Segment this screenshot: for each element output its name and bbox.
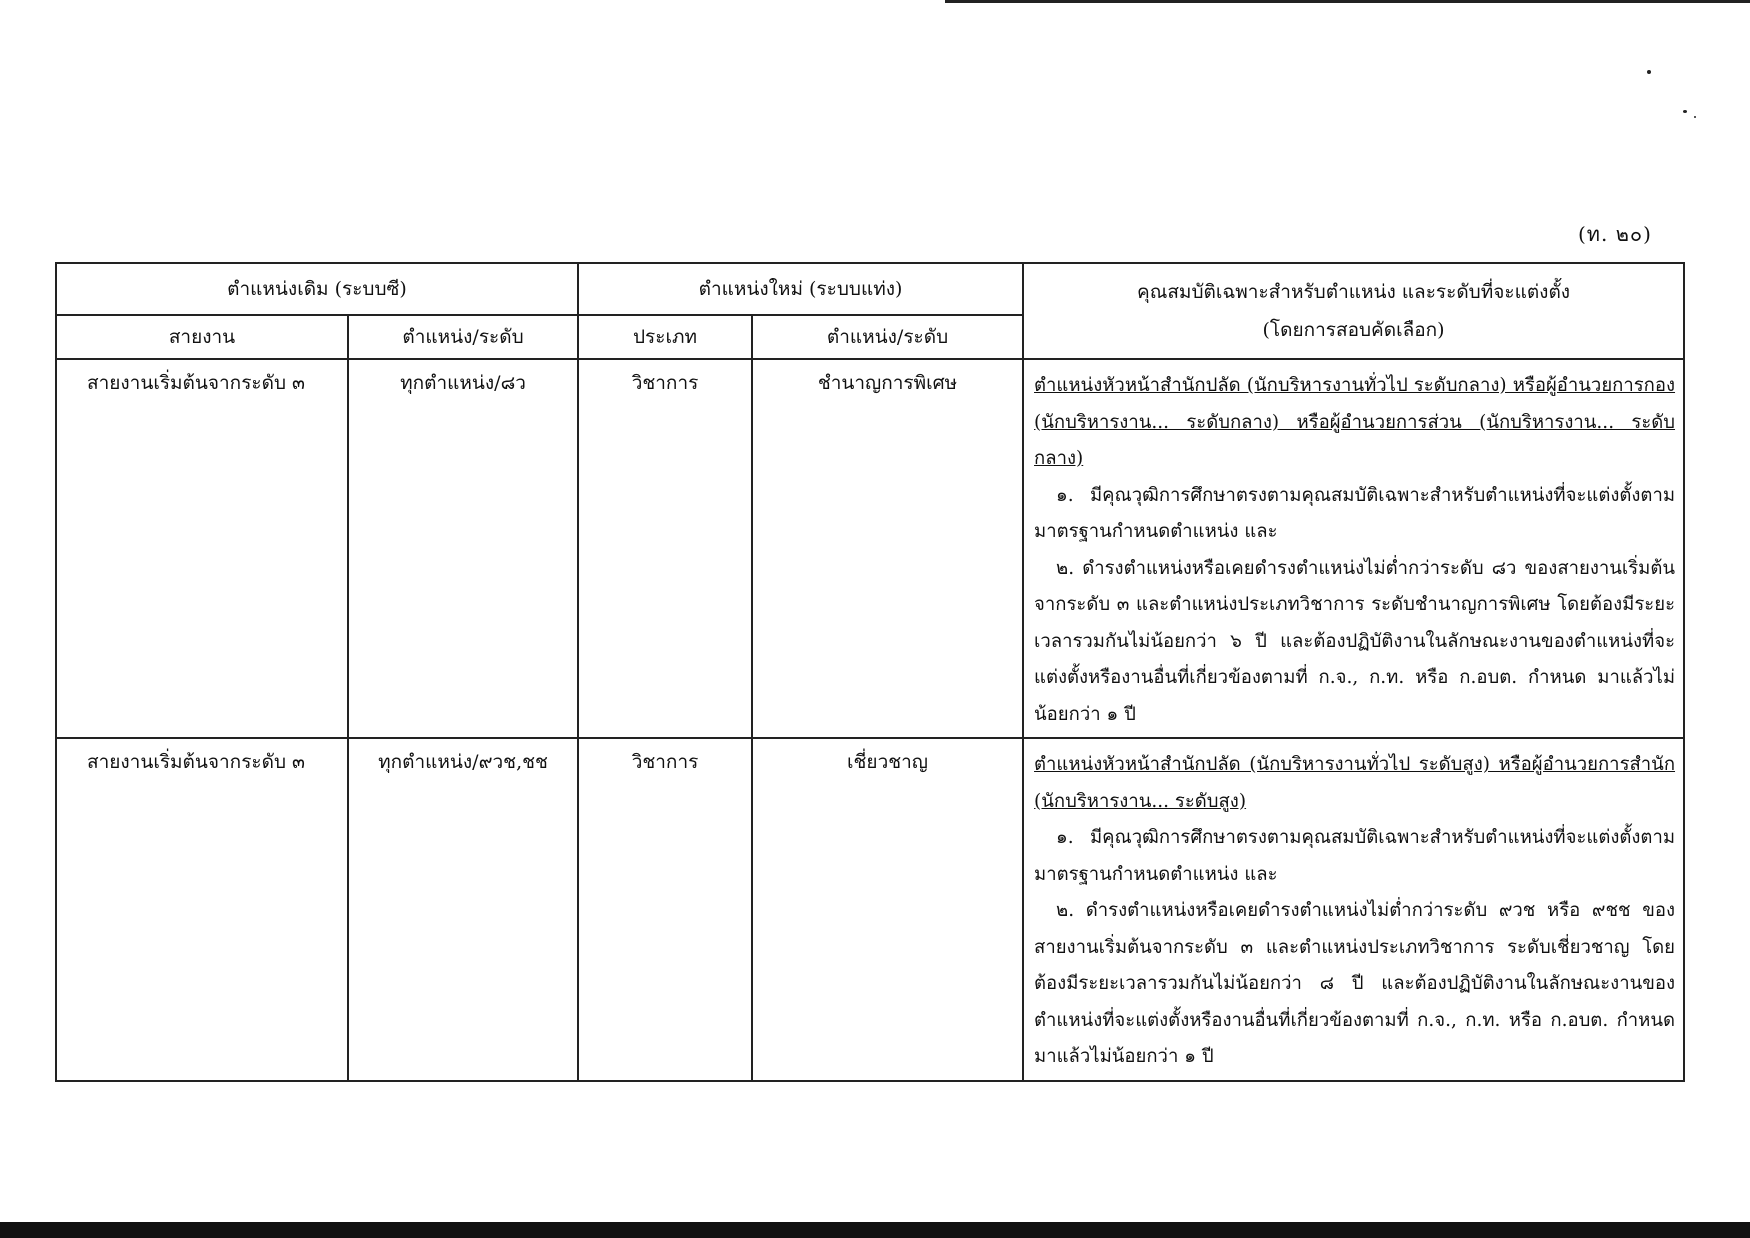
page-code: (ท. ๒๐) — [1578, 222, 1652, 246]
header-new-position-level: ตำแหน่ง/ระดับ — [752, 315, 1023, 359]
qualification-item: ๑. มีคุณวุฒิการศึกษาตรงตามคุณสมบัติเฉพาะสำหรับตำแหน่งที่จะแต่งตั้งตามมาตรฐานกำหนดตำแหน่ง และ — [1034, 484, 1676, 542]
qualification-item: ๒. ดำรงตำแหน่งหรือเคยดำรงตำแหน่งไม่ต่ำกว่าระดับ ๙วช หรือ ๙ชช ของสายงานเริ่มต้นจากระดับ ๓ และตำแหน่งประเภทวิชาการ ระดับเชี่ยวชาญ โดยต้องมีระยะเวลารวมกันไม่น้อยกว่า ๘ ปี และต้องปฏิบัติงานในลักษณะงานของตำแหน่งที่จะแต่งตั้งหรืองานอื่นที่เกี่ยวข้องตามที่ ก.จ., ก.ท. หรือ ก.อบต. กำหนด มาแล้วไม่น้อยกว่า ๑ ปี — [1034, 900, 1676, 1067]
qualification-title: ตำแหน่งหัวหน้าสำนักปลัด (นักบริหารงานทั่วไป ระดับกลาง) หรือผู้อำนวยการกอง (นักบริหารงาน... ระดับกลาง) หรือผู้อำนวยการส่วน (นักบริหารงาน... ระดับกลาง) — [1034, 375, 1676, 469]
header-qualifications-title: คุณสมบัติเฉพาะสำหรับตำแหน่ง และระดับที่จะแต่งตั้ง — [1136, 281, 1571, 303]
cell-line: สายงานเริ่มต้นจากระดับ ๓ — [56, 738, 348, 1081]
scan-speck — [1683, 110, 1687, 113]
qualification-item: ๑. มีคุณวุฒิการศึกษาตรงตามคุณสมบัติเฉพาะสำหรับตำแหน่งที่จะแต่งตั้งตามมาตรฐานกำหนดตำแหน่ง และ — [1034, 827, 1676, 885]
scan-speck — [1694, 116, 1696, 118]
qualification-title: ตำแหน่งหัวหน้าสำนักปลัด (นักบริหารงานทั่วไป ระดับสูง) หรือผู้อำนวยการสำนัก (นักบริหารงาน... ระดับสูง) — [1034, 754, 1676, 812]
cell-line: สายงานเริ่มต้นจากระดับ ๓ — [56, 359, 348, 738]
cell-new-position-level: เชี่ยวชาญ — [752, 738, 1023, 1081]
header-new-position-group: ตำแหน่งใหม่ (ระบบแท่ง) — [578, 263, 1023, 315]
header-line: สายงาน — [56, 315, 348, 359]
cell-type: วิชาการ — [578, 738, 752, 1081]
header-qualifications-subtitle: (โดยการสอบคัดเลือก) — [1262, 319, 1445, 341]
header-type: ประเภท — [578, 315, 752, 359]
header-old-position-group: ตำแหน่งเดิม (ระบบซี) — [56, 263, 578, 315]
cell-new-position-level: ชำนาญการพิเศษ — [752, 359, 1023, 738]
cell-qualifications — [1023, 359, 1684, 738]
table-row — [56, 738, 1684, 1081]
header-qualifications — [1023, 263, 1684, 359]
position-qualification-table — [55, 262, 1685, 1082]
table-row — [56, 359, 1684, 738]
cell-old-position-level: ทุกตำแหน่ง/๙วช,ชช — [348, 738, 578, 1081]
bottom-scan-edge — [0, 1222, 1750, 1238]
table-group-header-row — [56, 263, 1684, 315]
header-old-position-level: ตำแหน่ง/ระดับ — [348, 315, 578, 359]
top-border-line — [945, 0, 1750, 3]
cell-old-position-level: ทุกตำแหน่ง/๘ว — [348, 359, 578, 738]
cell-type: วิชาการ — [578, 359, 752, 738]
scan-speck — [1647, 70, 1651, 74]
cell-qualifications — [1023, 738, 1684, 1081]
qualification-item: ๒. ดำรงตำแหน่งหรือเคยดำรงตำแหน่งไม่ต่ำกว่าระดับ ๘ว ของสายงานเริ่มต้นจากระดับ ๓ และตำแหน่งประเภทวิชาการ ระดับชำนาญการพิเศษ โดยต้องมีระยะเวลารวมกันไม่น้อยกว่า ๖ ปี และต้องปฏิบัติงานในลักษณะงานของตำแหน่งที่จะแต่งตั้งหรืองานอื่นที่เกี่ยวข้องตามที่ ก.จ., ก.ท. หรือ ก.อบต. กำหนด มาแล้วไม่น้อยกว่า ๑ ปี — [1034, 557, 1676, 725]
